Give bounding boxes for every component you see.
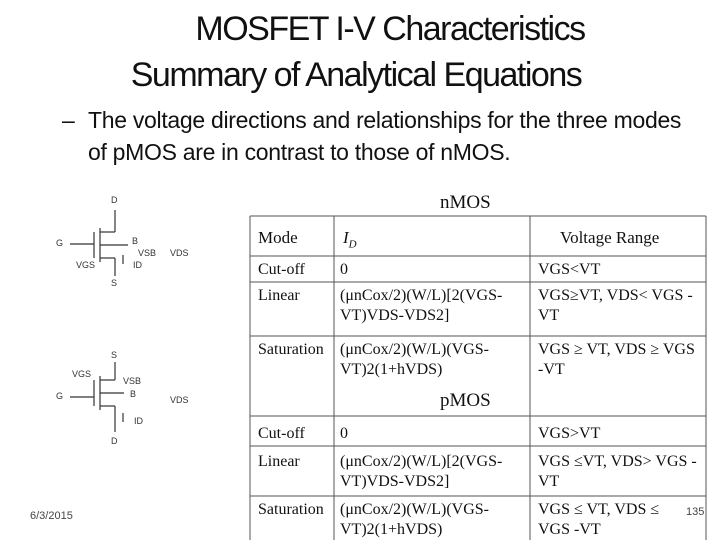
nmos-body-label: B: [132, 236, 139, 246]
pmos-id-label: ID: [134, 416, 143, 426]
pmos-body-label: B: [130, 389, 137, 399]
pmos-saturation-mode: Saturation: [258, 501, 324, 518]
nmos-linear-range: VGS≥VT, VDS< VGS -VT: [538, 287, 693, 324]
bullet-dash: –: [62, 107, 75, 133]
pmos-cutoff-id: 0: [340, 425, 348, 442]
pmos-vgs-label: VGS: [72, 369, 92, 379]
pmos-drain-label: D: [111, 436, 118, 446]
nmos-linear-id: (μnCox/2)(W/L)[2(VGS-VT)VDS-VDS2]: [340, 287, 503, 324]
slide-date: 6/3/2015: [30, 510, 73, 522]
pmos-cutoff-range: VGS>VT: [538, 425, 601, 442]
nmos-linear-mode: Linear: [258, 287, 300, 304]
pmos-saturation-range: VGS ≤ VT, VDS ≤ VGS -VT: [538, 501, 660, 538]
pmos-saturation-id: (μnCox/2)(W/L)(VGS-VT)2(1+hVDS): [340, 501, 489, 538]
nmos-vgs-label: VGS: [76, 260, 96, 270]
nmos-saturation-mode: Saturation: [258, 341, 324, 358]
pmos-vds-label: VDS: [170, 395, 189, 405]
nmos-cutoff-id: 0: [340, 261, 348, 278]
nmos-id-label: ID: [133, 260, 142, 270]
pmos-section-label: pMOS: [440, 390, 491, 411]
pmos-cutoff-mode: Cut-off: [258, 425, 305, 442]
pmos-linear-range: VGS ≤VT, VDS> VGS -VT: [538, 453, 697, 490]
bullet-text: The voltage directions and relationships for the three modes of pMOS are in contrast to those of nMOS.: [88, 107, 682, 165]
table-header-mode: Mode: [258, 228, 298, 247]
table-header-id: $I_D$: [343, 228, 357, 251]
nmos-saturation-range: VGS ≥ VT, VDS ≥ VGS -VT: [538, 341, 695, 378]
pmos-gate-label: G: [56, 391, 64, 401]
nmos-gate-label: G: [56, 238, 64, 248]
nmos-vsb-label: VSB: [138, 248, 157, 258]
slide-page-number: 135: [686, 506, 705, 518]
nmos-section-label: nMOS: [440, 192, 491, 213]
nmos-cutoff-range: VGS<VT: [538, 261, 601, 278]
pmos-source-label: S: [111, 350, 118, 360]
slide-title-line-2: Summary of Analytical Equations: [130, 56, 582, 94]
nmos-saturation-id: (μnCox/2)(W/L)(VGS-VT)2(1+hVDS): [340, 341, 489, 378]
table-header-voltage-range: Voltage Range: [560, 228, 660, 247]
pmos-linear-id: (μnCox/2)(W/L)[2(VGS-VT)VDS-VDS2]: [340, 453, 503, 490]
nmos-vds-label: VDS: [170, 248, 189, 258]
pmos-vsb-label: VSB: [123, 376, 142, 386]
nmos-source-label: S: [111, 278, 118, 288]
nmos-cutoff-mode: Cut-off: [258, 261, 305, 278]
slide-title-line-1: MOSFET I-V Characteristics: [195, 10, 585, 48]
pmos-linear-mode: Linear: [258, 453, 300, 470]
nmos-drain-label: D: [111, 195, 118, 205]
